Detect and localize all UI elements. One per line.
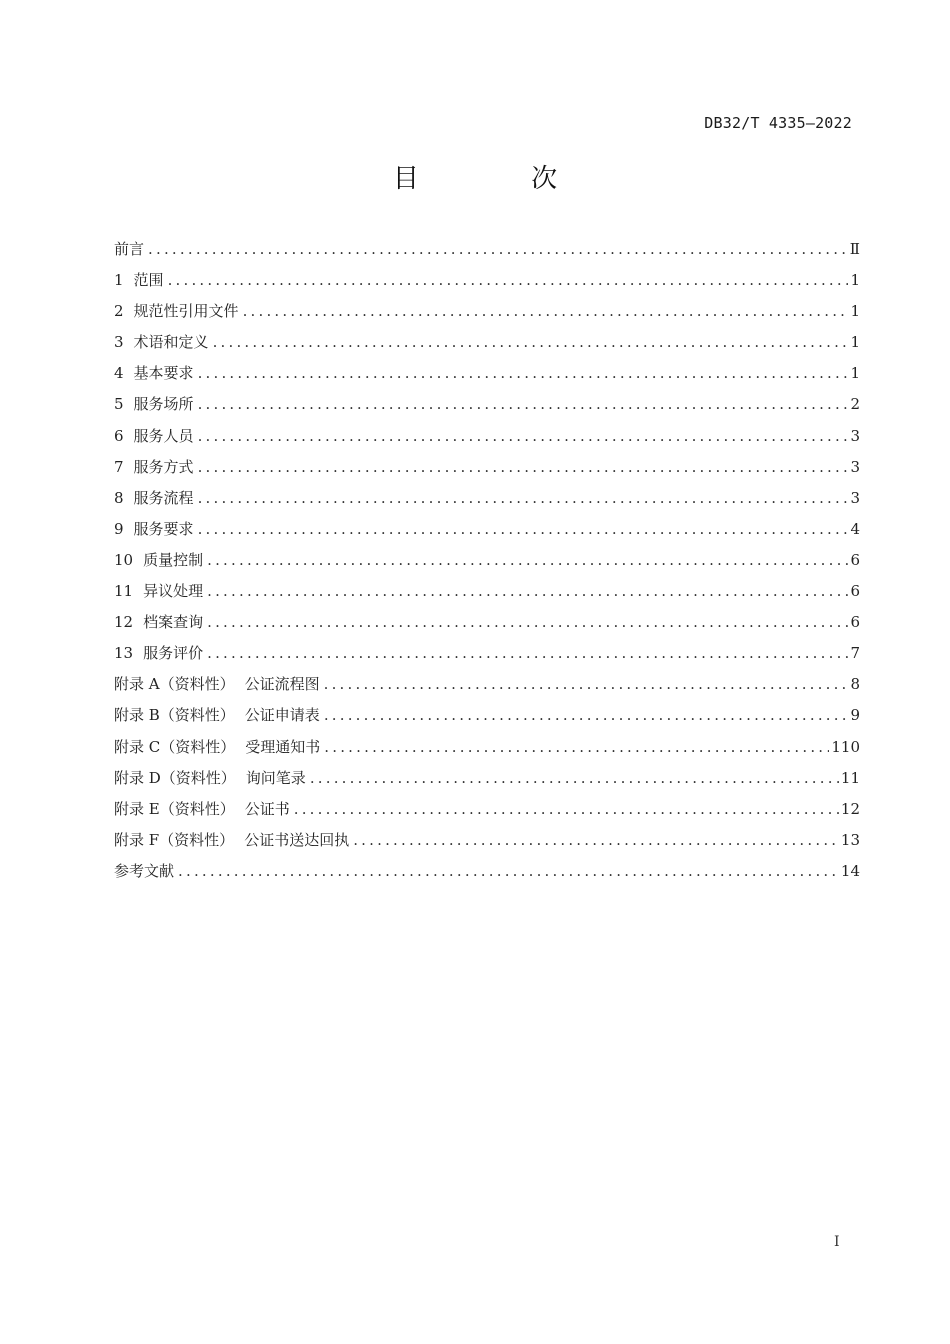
toc-dot-leader <box>207 576 848 607</box>
toc-entry-label: 术语和定义 <box>133 333 209 352</box>
toc-entry-annex-e[interactable] <box>114 794 860 825</box>
toc-annex-number: 附录 B（资料性） <box>114 706 235 725</box>
toc-entry-foreword[interactable] <box>114 234 860 265</box>
toc-entry-page: 9 <box>850 706 860 725</box>
toc-entry-page: 14 <box>840 861 860 880</box>
toc-entry-number: 3 <box>114 333 124 352</box>
toc-entry-annex-b[interactable] <box>114 700 860 731</box>
toc-entry-page: 1 <box>850 302 860 321</box>
toc-dot-leader <box>198 389 849 420</box>
toc-entry-page: 3 <box>850 457 860 476</box>
toc-dot-leader <box>198 421 849 452</box>
toc-entry-2[interactable] <box>114 296 860 327</box>
page-number: I <box>834 1234 840 1250</box>
toc-entry-label: 服务人员 <box>133 426 194 445</box>
toc-entry-label: 服务评价 <box>143 644 204 663</box>
toc-entry-annex-d[interactable] <box>114 763 860 794</box>
toc-entry-page: Ⅱ <box>849 240 860 258</box>
toc-entry-page: 11 <box>840 768 860 787</box>
toc-dot-leader <box>294 794 839 825</box>
toc-entry-8[interactable] <box>114 483 860 514</box>
toc-entry-label: 服务要求 <box>133 519 194 538</box>
toc-entry-number: 9 <box>114 519 124 538</box>
toc-dot-leader <box>353 825 839 856</box>
toc-dot-leader <box>243 296 849 327</box>
toc-entry-3[interactable] <box>114 327 860 358</box>
toc-dot-leader <box>198 483 849 514</box>
toc-entry-number: 8 <box>114 488 124 507</box>
toc-entry-page: 4 <box>850 519 860 538</box>
toc-title: 目 次 <box>392 164 610 194</box>
toc-entry-page: 3 <box>850 488 860 507</box>
toc-entry-label: 公证书送达回执 <box>244 830 350 849</box>
toc-entry-6[interactable] <box>114 421 860 452</box>
toc-entry-annex-f[interactable] <box>114 825 860 856</box>
toc-annex-number: 附录 A（资料性） <box>114 675 235 694</box>
toc-entry-label: 异议处理 <box>143 582 204 601</box>
toc-entry-label: 服务流程 <box>133 488 194 507</box>
toc-entry-number: 4 <box>114 364 124 383</box>
toc-dot-leader <box>324 700 849 731</box>
toc-dot-leader <box>207 638 848 669</box>
toc-entry-page: 13 <box>840 830 860 849</box>
toc-entry-label: 询问笔录 <box>245 768 306 787</box>
toc-entry-bibliography[interactable] <box>114 856 860 887</box>
toc-entry-12[interactable] <box>114 607 860 638</box>
toc-entry-page: 2 <box>850 395 860 414</box>
toc-dot-leader <box>198 514 849 545</box>
toc-entry-page: 6 <box>850 582 860 601</box>
toc-annex-number: 附录 C（资料性） <box>114 737 236 756</box>
toc-entry-13[interactable] <box>114 638 860 669</box>
toc-dot-leader <box>324 669 849 700</box>
toc-entry-number: 13 <box>114 644 134 663</box>
toc-dot-leader <box>310 763 839 794</box>
toc-entry-number: 10 <box>114 550 134 569</box>
toc-entry-page: 12 <box>840 799 860 818</box>
toc-entry-page: 110 <box>831 737 860 756</box>
toc-annex-number: 附录 D（资料性） <box>114 768 236 787</box>
toc-entry-number: 12 <box>114 613 134 632</box>
toc-entry-label: 规范性引用文件 <box>133 302 239 321</box>
table-of-contents <box>114 234 860 887</box>
toc-annex-number: 附录 E（资料性） <box>114 799 235 818</box>
toc-entry-page: 1 <box>850 333 860 352</box>
toc-entry-label: 范围 <box>133 271 164 290</box>
toc-entry-4[interactable] <box>114 358 860 389</box>
toc-entry-label: 档案查询 <box>143 613 204 632</box>
toc-entry-11[interactable] <box>114 576 860 607</box>
toc-entry-label: 质量控制 <box>143 550 204 569</box>
toc-entry-label: 参考文献 <box>114 861 175 880</box>
toc-entry-label: 公证申请表 <box>244 706 320 725</box>
toc-entry-annex-c[interactable] <box>114 732 860 763</box>
toc-dot-leader <box>178 856 839 887</box>
toc-dot-leader <box>198 452 849 483</box>
toc-entry-page: 6 <box>850 613 860 632</box>
toc-entry-label: 前言 <box>114 240 145 258</box>
toc-entry-page: 6 <box>850 550 860 569</box>
toc-entry-10[interactable] <box>114 545 860 576</box>
toc-entry-9[interactable] <box>114 514 860 545</box>
toc-entry-number: 2 <box>114 302 124 321</box>
toc-entry-number: 5 <box>114 395 124 414</box>
toc-entry-label: 服务方式 <box>133 457 194 476</box>
toc-entry-page: 7 <box>850 644 860 663</box>
toc-entry-label: 公证书 <box>244 799 290 818</box>
toc-annex-number: 附录 F（资料性） <box>114 830 235 849</box>
toc-entry-page: 1 <box>850 364 860 383</box>
toc-dot-leader <box>168 265 849 296</box>
toc-dot-leader <box>324 732 829 763</box>
toc-entry-label: 受理通知书 <box>245 737 321 756</box>
toc-dot-leader <box>148 234 848 265</box>
toc-entry-page: 1 <box>850 271 860 290</box>
toc-entry-number: 1 <box>114 271 124 290</box>
toc-entry-annex-a[interactable] <box>114 669 860 700</box>
toc-entry-1[interactable] <box>114 265 860 296</box>
toc-entry-number: 6 <box>114 426 124 445</box>
toc-entry-label: 服务场所 <box>133 395 194 414</box>
toc-entry-number: 7 <box>114 457 124 476</box>
toc-entry-label: 基本要求 <box>133 364 194 383</box>
toc-dot-leader <box>198 358 849 389</box>
toc-entry-7[interactable] <box>114 452 860 483</box>
toc-dot-leader <box>207 607 848 638</box>
toc-dot-leader <box>213 327 849 358</box>
toc-entry-label: 公证流程图 <box>244 675 320 694</box>
toc-dot-leader <box>207 545 848 576</box>
toc-entry-page: 3 <box>850 426 860 445</box>
document-code: DB32/T 4335—2022 <box>704 114 852 132</box>
toc-entry-5[interactable] <box>114 389 860 420</box>
toc-entry-number: 11 <box>114 582 134 601</box>
toc-entry-page: 8 <box>850 675 860 694</box>
